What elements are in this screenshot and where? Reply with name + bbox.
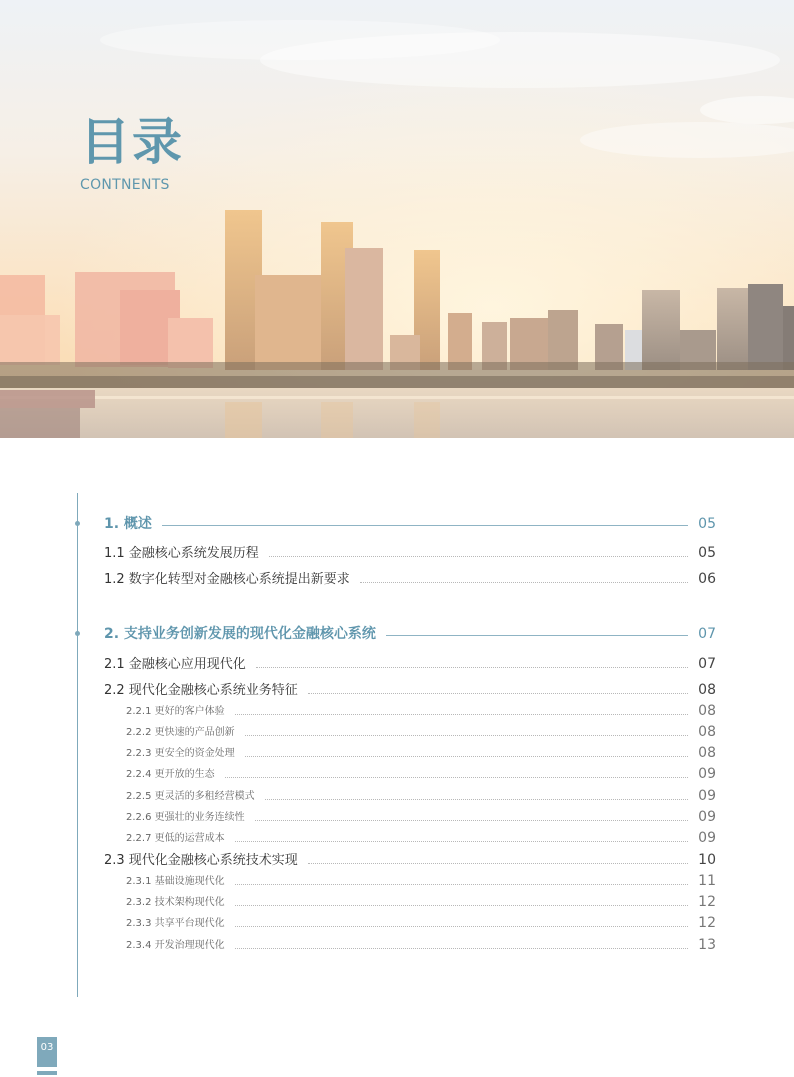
toc-entry-page: 08: [698, 724, 716, 740]
page-title: 目录: [80, 113, 184, 171]
toc-leader-dots: [235, 926, 688, 927]
toc-leader-dots: [256, 667, 688, 668]
toc-entry[interactable]: [104, 852, 716, 869]
toc-leader-dots: [255, 820, 688, 821]
toc-entry-label: 1. 概述: [104, 516, 152, 532]
toc-subentry[interactable]: [126, 809, 716, 825]
toc-entry-label: 2.2.5 更灵活的多租经营模式: [126, 791, 255, 802]
toc-leader-dots: [269, 556, 688, 557]
toc-entry-page: 12: [698, 894, 716, 910]
toc-entry-page: 09: [698, 766, 716, 782]
toc-entry-label: 2.3.4 开发治理现代化: [126, 940, 225, 951]
toc-entry-page: 05: [698, 545, 716, 561]
toc-entry-page: 13: [698, 937, 716, 953]
toc-entry-page: 10: [698, 852, 716, 868]
toc-leader-line: [386, 635, 688, 636]
toc-entry-label: 2.3 现代化金融核心系统技术实现: [104, 853, 298, 868]
toc-entry-page: 06: [698, 571, 716, 587]
toc-entry-section-2[interactable]: [104, 625, 716, 643]
toc-entry-label: 2.2.4 更开放的生态: [126, 769, 215, 780]
toc-leader-dots: [235, 841, 688, 842]
toc-leader-dots: [235, 714, 688, 715]
page-number: 03: [37, 1037, 57, 1067]
page-number-bar: [37, 1071, 57, 1075]
section-bullet: [75, 521, 80, 526]
toc-heading: [80, 112, 184, 194]
toc-leader-dots: [308, 693, 688, 694]
toc-vertical-line: [77, 493, 78, 997]
toc-subentry[interactable]: [126, 788, 716, 804]
toc-subentry[interactable]: [126, 894, 716, 910]
toc-entry-page: 07: [698, 626, 716, 642]
toc-entry-page: 07: [698, 656, 716, 672]
toc-leader-dots: [235, 884, 688, 885]
toc-leader-dots: [225, 777, 688, 778]
toc-entry-page: 11: [698, 873, 716, 889]
toc-entry-page: 09: [698, 788, 716, 804]
toc-leader-dots: [308, 863, 688, 864]
toc-entry-page: 08: [698, 745, 716, 761]
toc-entry-label: 2.1 金融核心应用现代化: [104, 657, 246, 672]
toc-entry-label: 2.2.6 更强壮的业务连续性: [126, 812, 245, 823]
toc-entry-page: 08: [698, 682, 716, 698]
toc-entry-label: 2.3.3 共享平台现代化: [126, 918, 225, 929]
toc-subentry[interactable]: [126, 766, 716, 782]
toc-entry-label: 1.2 数字化转型对金融核心系统提出新要求: [104, 572, 350, 587]
toc-leader-dots: [245, 756, 688, 757]
toc-entry-label: 2.2.7 更低的运营成本: [126, 833, 225, 844]
toc-entry[interactable]: [104, 656, 716, 673]
toc-leader-dots: [360, 582, 688, 583]
toc-subentry[interactable]: [126, 724, 716, 740]
toc-entry-label: 1.1 金融核心系统发展历程: [104, 546, 259, 561]
toc-subentry[interactable]: [126, 915, 716, 931]
section-bullet: [75, 631, 80, 636]
hero-cityscape-image: [0, 0, 794, 438]
toc-leader-dots: [265, 799, 688, 800]
toc-entry-page: 12: [698, 915, 716, 931]
toc-entry-label: 2.2.3 更安全的资金处理: [126, 748, 235, 759]
toc-entry[interactable]: [104, 545, 716, 562]
toc-entry-label: 2.2 现代化金融核心系统业务特征: [104, 683, 298, 698]
toc-entry[interactable]: [104, 682, 716, 699]
toc-subentry[interactable]: [126, 937, 716, 953]
toc-entry-page: 09: [698, 809, 716, 825]
toc-entry-page: 08: [698, 703, 716, 719]
page-subtitle: CONTNENTS: [80, 177, 170, 193]
toc-subentry[interactable]: [126, 873, 716, 889]
toc-entry-label: 2. 支持业务创新发展的现代化金融核心系统: [104, 626, 376, 642]
toc-entry-label: 2.2.2 更快速的产品创新: [126, 727, 235, 738]
toc-entry-label: 2.3.1 基础设施现代化: [126, 876, 225, 887]
toc-entry-label: 2.2.1 更好的客户体验: [126, 706, 225, 717]
toc-subentry[interactable]: [126, 745, 716, 761]
toc-entry-section-1[interactable]: [104, 515, 716, 533]
toc-leader-line: [162, 525, 688, 526]
toc-subentry[interactable]: [126, 703, 716, 719]
toc-leader-dots: [235, 948, 688, 949]
toc-entry-page: 05: [698, 516, 716, 532]
toc-subentry[interactable]: [126, 830, 716, 846]
toc-entry[interactable]: [104, 571, 716, 588]
toc-entry-label: 2.3.2 技术架构现代化: [126, 897, 225, 908]
toc-leader-dots: [235, 905, 688, 906]
toc-entry-page: 09: [698, 830, 716, 846]
toc-leader-dots: [245, 735, 688, 736]
